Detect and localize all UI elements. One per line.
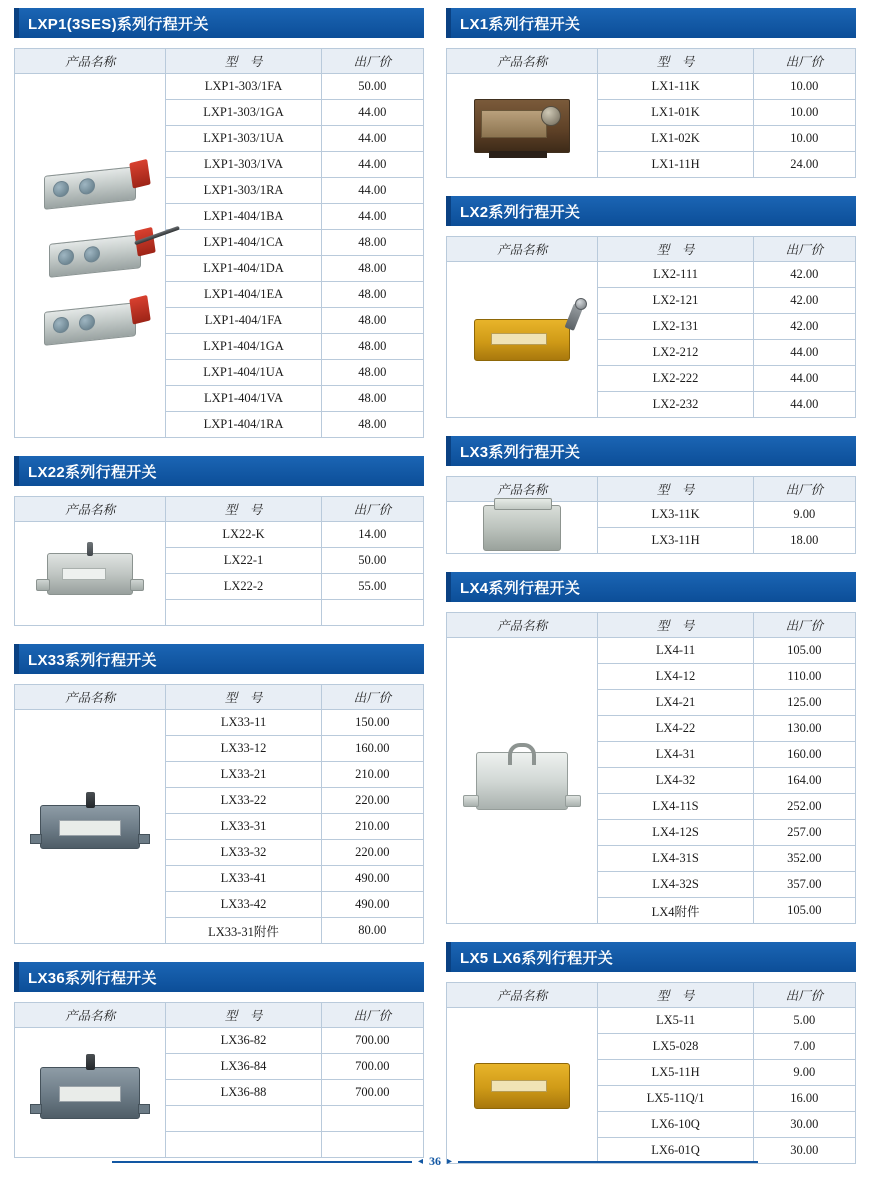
page-number: 36 (429, 1154, 441, 1168)
product-table-wrapper (14, 1002, 424, 1158)
table-row (447, 262, 856, 288)
column-header-price: 出厂价 (753, 613, 855, 638)
product-image-cell (447, 262, 598, 418)
cell-price: 80.00 (321, 918, 423, 944)
product-table (14, 48, 424, 438)
cell-model: LX2-222 (598, 366, 753, 392)
cell-price: 10.00 (753, 100, 855, 126)
section-accent-bar (446, 8, 451, 38)
cell-price: 16.00 (753, 1086, 855, 1112)
product-table-wrapper (14, 496, 424, 626)
cell-model: LXP1-303/1GA (166, 100, 321, 126)
product-image-cell (447, 1008, 598, 1164)
product-table-wrapper (446, 236, 856, 418)
column-header-price: 出厂价 (321, 1003, 423, 1028)
table-row (447, 638, 856, 664)
section-header (446, 942, 856, 972)
section-accent-bar (446, 196, 451, 226)
cell-price: 490.00 (321, 892, 423, 918)
cell-model: LX2-212 (598, 340, 753, 366)
left-column (14, 8, 424, 1176)
cell-price: 210.00 (321, 762, 423, 788)
cell-price: 48.00 (321, 334, 423, 360)
cell-model: LX5-11H (598, 1060, 753, 1086)
cell-model: LX2-232 (598, 392, 753, 418)
cell-model: LX4-32S (598, 872, 753, 898)
cell-price: 30.00 (753, 1138, 855, 1164)
cell-price: 44.00 (321, 204, 423, 230)
column-header-product-name: 产品名称 (447, 477, 598, 502)
table-header-row (15, 1003, 424, 1028)
cell-model: LX4-11S (598, 794, 753, 820)
cell-model: LX2-121 (598, 288, 753, 314)
cell-model: LXP1-404/1GA (166, 334, 321, 360)
cell-price: 9.00 (753, 502, 855, 528)
cell-model: LX6-01Q (598, 1138, 753, 1164)
cell-price: 44.00 (321, 126, 423, 152)
section-accent-bar (14, 456, 19, 486)
cell-price: 30.00 (753, 1112, 855, 1138)
cell-model: LX5-11Q/1 (598, 1086, 753, 1112)
cell-model: LXP1-404/1CA (166, 230, 321, 256)
section-header (446, 572, 856, 602)
table-row (447, 1008, 856, 1034)
cell-model: LXP1-404/1VA (166, 386, 321, 412)
cell-model: LX4-32 (598, 768, 753, 794)
cell-price: 7.00 (753, 1034, 855, 1060)
cell-model: LX33-42 (166, 892, 321, 918)
column-header-model: 型 号 (598, 477, 753, 502)
right-column (446, 8, 856, 1182)
cell-model: LXP1-404/1DA (166, 256, 321, 282)
cell-price: 48.00 (321, 256, 423, 282)
footer-triangle-left-icon: ◂ (417, 1156, 423, 1167)
section-title: LX3系列行程开关 (460, 443, 581, 461)
cell-price: 220.00 (321, 840, 423, 866)
cell-price: 44.00 (321, 100, 423, 126)
cell-model: LX4附件 (598, 898, 753, 924)
cell-model: LX1-11K (598, 74, 753, 100)
cell-model: LX1-11H (598, 152, 753, 178)
column-header-product-name: 产品名称 (447, 613, 598, 638)
cell-price: 150.00 (321, 710, 423, 736)
cell-model: LX33-21 (166, 762, 321, 788)
table-row (15, 1028, 424, 1054)
cell-model: LX4-21 (598, 690, 753, 716)
product-table-wrapper (446, 48, 856, 178)
product-table-wrapper (14, 48, 424, 438)
cell-model: LX5-028 (598, 1034, 753, 1060)
product-photo-limit-switch-lx3 (449, 502, 595, 553)
cell-model: LXP1-404/1EA (166, 282, 321, 308)
cell-price: 160.00 (753, 742, 855, 768)
product-table (446, 48, 856, 178)
cell-price: 352.00 (753, 846, 855, 872)
table-header-row (15, 685, 424, 710)
section-header (446, 196, 856, 226)
cell-model: LX4-31 (598, 742, 753, 768)
section-header (14, 8, 424, 38)
cell-model: LX5-11 (598, 1008, 753, 1034)
cell-price: 257.00 (753, 820, 855, 846)
product-image-cell (15, 74, 166, 438)
cell-model: LX4-22 (598, 716, 753, 742)
cell-price: 44.00 (321, 178, 423, 204)
column-header-product-name: 产品名称 (447, 237, 598, 262)
product-photo-limit-switch-lxp1 (17, 74, 163, 437)
footer-rule-right (458, 1161, 758, 1163)
cell-model: LX2-131 (598, 314, 753, 340)
column-header-price: 出厂价 (753, 983, 855, 1008)
cell-price: 50.00 (321, 548, 423, 574)
cell-model: LX22-K (166, 522, 321, 548)
cell-model: LX1-01K (598, 100, 753, 126)
product-table (446, 982, 856, 1164)
product-image-cell (15, 710, 166, 944)
footer-rule-left (112, 1161, 412, 1163)
section-header (14, 962, 424, 992)
cell-model: LX33-31附件 (166, 918, 321, 944)
product-photo-limit-switch-lx5 (449, 1008, 595, 1163)
column-header-product-name: 产品名称 (15, 685, 166, 710)
product-image-cell (447, 74, 598, 178)
column-header-model: 型 号 (166, 1003, 321, 1028)
column-header-model: 型 号 (598, 49, 753, 74)
product-photo-limit-switch-lx33 (17, 710, 163, 943)
section-accent-bar (14, 644, 19, 674)
column-header-model: 型 号 (166, 49, 321, 74)
product-photo-limit-switch-lx2 (449, 262, 595, 417)
cell-price: 164.00 (753, 768, 855, 794)
section-title: LX1系列行程开关 (460, 15, 581, 33)
cell-model: LXP1-303/1VA (166, 152, 321, 178)
section-title: LX33系列行程开关 (28, 651, 157, 669)
cell-price: 44.00 (753, 340, 855, 366)
cell-model (166, 1106, 321, 1132)
section-accent-bar (446, 436, 451, 466)
cell-model: LXP1-303/1UA (166, 126, 321, 152)
product-table-wrapper (14, 684, 424, 944)
cell-price: 44.00 (753, 366, 855, 392)
page-footer (0, 1154, 870, 1169)
cell-price: 42.00 (753, 288, 855, 314)
cell-price: 700.00 (321, 1054, 423, 1080)
cell-price: 48.00 (321, 412, 423, 438)
two-column-layout (14, 8, 856, 1182)
cell-model: LX33-32 (166, 840, 321, 866)
cell-price: 18.00 (753, 528, 855, 554)
column-header-price: 出厂价 (753, 49, 855, 74)
cell-price: 48.00 (321, 230, 423, 256)
cell-price: 44.00 (753, 392, 855, 418)
cell-price (321, 1106, 423, 1132)
cell-model: LX33-12 (166, 736, 321, 762)
cell-model: LX1-02K (598, 126, 753, 152)
product-table-wrapper (446, 612, 856, 924)
product-image-cell (15, 522, 166, 626)
section-header (14, 456, 424, 486)
column-header-product-name: 产品名称 (15, 49, 166, 74)
cell-price: 42.00 (753, 314, 855, 340)
cell-model: LXP1-303/1FA (166, 74, 321, 100)
product-table (14, 1002, 424, 1158)
section-header (446, 436, 856, 466)
table-header-row (447, 49, 856, 74)
cell-price: 24.00 (753, 152, 855, 178)
cell-model: LX3-11K (598, 502, 753, 528)
cell-model: LX22-2 (166, 574, 321, 600)
cell-model: LX36-82 (166, 1028, 321, 1054)
cell-model: LX33-31 (166, 814, 321, 840)
column-header-product-name: 产品名称 (447, 49, 598, 74)
cell-price: 10.00 (753, 74, 855, 100)
table-row (15, 522, 424, 548)
table-header-row (447, 237, 856, 262)
section-title: LX36系列行程开关 (28, 969, 157, 987)
cell-model: LXP1-404/1UA (166, 360, 321, 386)
cell-price: 14.00 (321, 522, 423, 548)
cell-price: 490.00 (321, 866, 423, 892)
section-accent-bar (446, 572, 451, 602)
cell-model: LXP1-404/1RA (166, 412, 321, 438)
table-header-row (447, 613, 856, 638)
product-photo-limit-switch-lx22 (17, 522, 163, 625)
cell-price: 125.00 (753, 690, 855, 716)
cell-price: 5.00 (753, 1008, 855, 1034)
section-accent-bar (14, 8, 19, 38)
column-header-price: 出厂价 (321, 497, 423, 522)
cell-price: 42.00 (753, 262, 855, 288)
cell-model (166, 600, 321, 626)
cell-price: 44.00 (321, 152, 423, 178)
column-header-price: 出厂价 (753, 477, 855, 502)
cell-price: 9.00 (753, 1060, 855, 1086)
product-table (446, 236, 856, 418)
section-title: LX4系列行程开关 (460, 579, 581, 597)
cell-model: LXP1-404/1BA (166, 204, 321, 230)
section-header (446, 8, 856, 38)
cell-model: LX33-11 (166, 710, 321, 736)
product-table (14, 684, 424, 944)
cell-price: 160.00 (321, 736, 423, 762)
cell-price (321, 600, 423, 626)
product-table (446, 476, 856, 554)
product-table-wrapper (446, 982, 856, 1164)
product-photo-limit-switch-lx36 (17, 1028, 163, 1157)
table-header-row (15, 49, 424, 74)
cell-price: 48.00 (321, 282, 423, 308)
cell-price: 48.00 (321, 308, 423, 334)
cell-price: 55.00 (321, 574, 423, 600)
cell-model: LXP1-303/1RA (166, 178, 321, 204)
cell-model: LX4-31S (598, 846, 753, 872)
section-title: LX22系列行程开关 (28, 463, 157, 481)
cell-model: LX4-11 (598, 638, 753, 664)
product-photo-limit-switch-lx4 (449, 638, 595, 923)
cell-model: LXP1-404/1FA (166, 308, 321, 334)
column-header-price: 出厂价 (753, 237, 855, 262)
cell-model: LX4-12S (598, 820, 753, 846)
section-title: LX5 LX6系列行程开关 (460, 949, 614, 967)
product-table (446, 612, 856, 924)
table-row (15, 710, 424, 736)
cell-model: LX22-1 (166, 548, 321, 574)
cell-price: 110.00 (753, 664, 855, 690)
table-row (447, 74, 856, 100)
product-image-cell (447, 502, 598, 554)
cell-price: 700.00 (321, 1028, 423, 1054)
cell-price: 10.00 (753, 126, 855, 152)
table-row (447, 502, 856, 528)
cell-price: 357.00 (753, 872, 855, 898)
section-accent-bar (14, 962, 19, 992)
cell-price: 130.00 (753, 716, 855, 742)
cell-price: 210.00 (321, 814, 423, 840)
section-header (14, 644, 424, 674)
product-table (14, 496, 424, 626)
cell-model: LX33-41 (166, 866, 321, 892)
cell-model: LX2-111 (598, 262, 753, 288)
cell-price: 48.00 (321, 360, 423, 386)
cell-model: LX36-88 (166, 1080, 321, 1106)
cell-price: 105.00 (753, 638, 855, 664)
cell-price: 105.00 (753, 898, 855, 924)
product-table-wrapper (446, 476, 856, 554)
column-header-product-name: 产品名称 (15, 497, 166, 522)
column-header-model: 型 号 (598, 613, 753, 638)
cell-model: LX33-22 (166, 788, 321, 814)
cell-model: LX6-10Q (598, 1112, 753, 1138)
cell-price: 220.00 (321, 788, 423, 814)
product-photo-limit-switch-lx1 (449, 74, 595, 177)
column-header-product-name: 产品名称 (15, 1003, 166, 1028)
cell-model: LX4-12 (598, 664, 753, 690)
table-header-row (15, 497, 424, 522)
section-title: LX2系列行程开关 (460, 203, 581, 221)
column-header-price: 出厂价 (321, 49, 423, 74)
product-image-cell (15, 1028, 166, 1158)
cell-price: 700.00 (321, 1080, 423, 1106)
cell-model: LX36-84 (166, 1054, 321, 1080)
table-header-row (447, 983, 856, 1008)
column-header-model: 型 号 (166, 685, 321, 710)
cell-price: 50.00 (321, 74, 423, 100)
column-header-model: 型 号 (598, 237, 753, 262)
footer-triangle-right-icon: ▸ (447, 1156, 453, 1167)
section-title: LXP1(3SES)系列行程开关 (28, 15, 209, 33)
section-accent-bar (446, 942, 451, 972)
column-header-price: 出厂价 (321, 685, 423, 710)
column-header-product-name: 产品名称 (447, 983, 598, 1008)
cell-model: LX3-11H (598, 528, 753, 554)
column-header-model: 型 号 (598, 983, 753, 1008)
cell-price: 48.00 (321, 386, 423, 412)
product-image-cell (447, 638, 598, 924)
cell-price: 252.00 (753, 794, 855, 820)
column-header-model: 型 号 (166, 497, 321, 522)
table-row (15, 74, 424, 100)
